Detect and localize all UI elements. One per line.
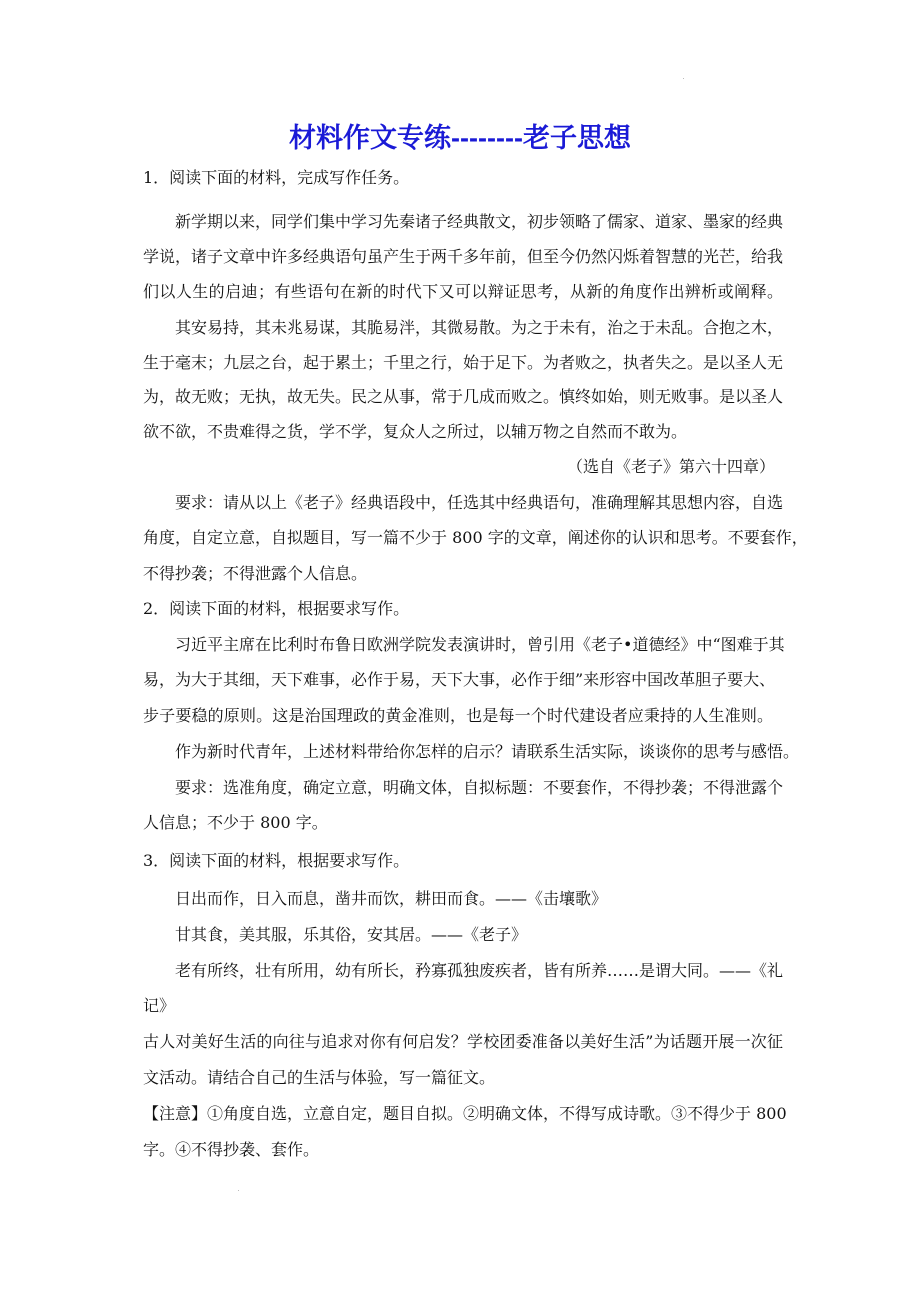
prompt-line: 古人对美好生活的向往与追求对你有何启发？学校团委准备以美好生活”为话题开展一次征 xyxy=(143,1032,783,1051)
prompt-line: 作为新时代青年，上述材料带给你怎样的启示？请联系生活实际，谈谈你的思考与感悟。 xyxy=(175,742,800,761)
quote-line: 欲不欲，不贵难得之货，学不学，复众人之所过，以辅万物之自然而不敢为。 xyxy=(143,422,688,441)
requirement-line: 角度，自定立意，自拟题目，写一篇不少于 800 字的文章，阐述你的认识和思考。不要套作， xyxy=(143,528,808,547)
question-heading: 3．阅读下面的材料，根据要求写作。 xyxy=(143,851,410,870)
prompt-line: 文活动。请结合自己的生活与体验，写一篇征文。 xyxy=(143,1068,496,1087)
quote-line: 其安易持，其未兆易谋，其脆易泮，其微易散。为之于未有，治之于未乱。合抱之木， xyxy=(175,318,784,337)
paragraph-line: 们以人生的启迪；有些语句在新的时代下又可以辩证思考，从新的角度作出辨析或阐释。 xyxy=(143,282,783,301)
note-line: 【注意】①角度自选，立意自定，题目自拟。②明确文体，不得写成诗歌。③不得少于 800 xyxy=(143,1104,787,1123)
paragraph-line: 习近平主席在比利时布鲁日欧洲学院发表演讲时，曾引用《老子•道德经》中“图难于其 xyxy=(175,635,785,654)
quote-line: 老有所终，壮有所用，幼有所长，矜寡孤独废疾者，皆有所养……是谓大同。——《礼 xyxy=(175,961,784,980)
paragraph-line: 新学期以来，同学们集中学习先秦诸子经典散文，初步领略了儒家、道家、墨家的经典 xyxy=(175,212,784,231)
paragraph-line: 学说，诸子文章中许多经典语句虽产生于两千多年前，但至今仍然闪烁着智慧的光芒，给我 xyxy=(143,247,784,266)
quote-line: 甘其食，美其服，乐其俗，安其居。——《老子》 xyxy=(175,925,528,944)
document-title: 材料作文专练--------老子思想 xyxy=(289,123,631,153)
quote-line: 生于毫末；九层之台，起于累土；千里之行，始于足下。为者败之，执者失之。是以圣人无 xyxy=(143,353,784,372)
page-mark xyxy=(683,78,684,79)
quote-line: 日出而作，日入而息，凿井而饮，耕田而食。——《击壤歌》 xyxy=(175,889,608,908)
quote-line: 记》 xyxy=(143,996,176,1015)
quote-line: 为，故无败；无执，故无失。民之从事，常于几成而败之。慎终如始，则无败事。是以圣人 xyxy=(143,387,784,406)
paragraph-line: 步子要稳的原则。这是治国理政的黄金准则，也是每一个时代建设者应秉持的人生准则。 xyxy=(143,706,773,725)
quote-source: （选自《老子》第六十四章） xyxy=(566,457,775,476)
requirement-line: 不得抄袭；不得泄露个人信息。 xyxy=(143,564,368,583)
requirement-line: 人信息；不少于 800 字。 xyxy=(143,813,328,832)
requirement-line: 要求：请从以上《老子》经典语段中，任选其中经典语句，准确理解其思想内容，自选 xyxy=(175,493,784,512)
paragraph-line: 易，为大于其细，天下难事，必作于易，天下大事，必作于细”来形容中国改革胆子要大、 xyxy=(143,670,776,689)
requirement-line: 要求：选准角度，确定立意，明确文体，自拟标题：不要套作，不得抄袭；不得泄露个 xyxy=(175,778,784,797)
question-heading: 1．阅读下面的材料，完成写作任务。 xyxy=(143,168,410,187)
page-mark xyxy=(238,1190,239,1191)
note-line: 字。④不得抄袭、套作。 xyxy=(143,1140,320,1159)
question-heading: 2．阅读下面的材料，根据要求写作。 xyxy=(143,599,410,618)
